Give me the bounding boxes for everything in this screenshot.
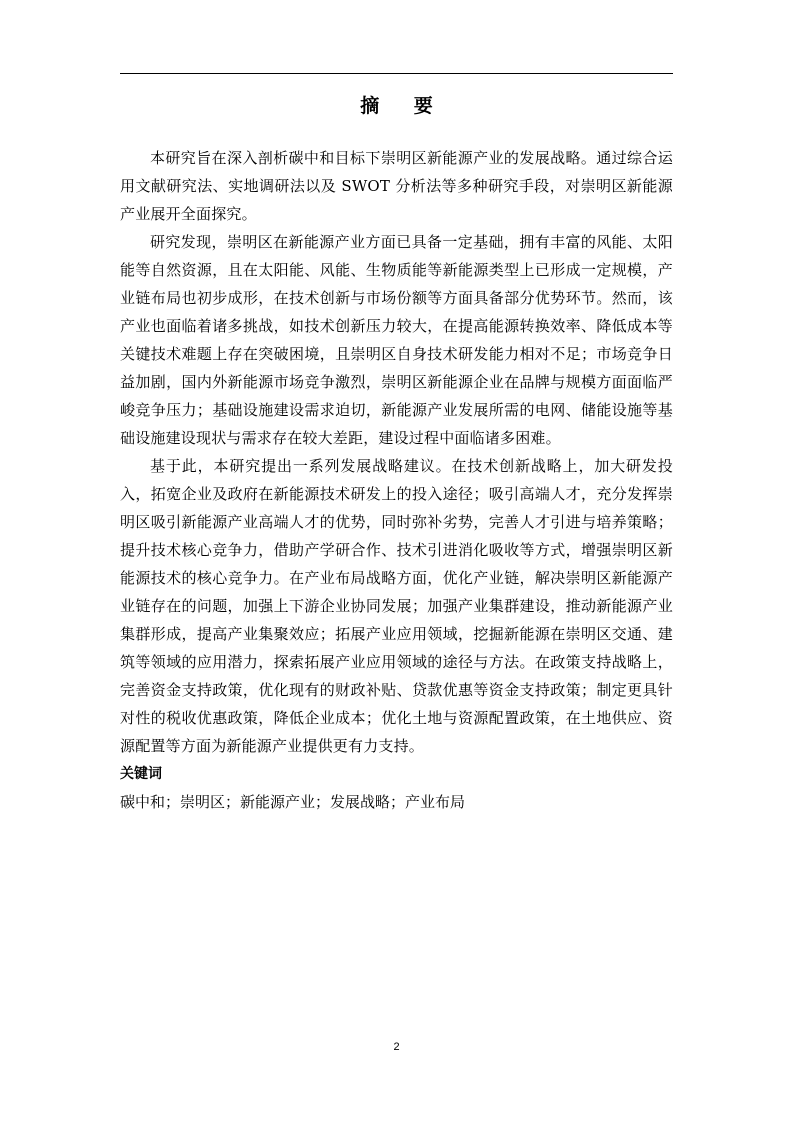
- abstract-paragraph-3: 基于此，本研究提出一系列发展战略建议。在技术创新战略上，加大研发投入，拓宽企业及政府在新能源技术研发上的投入途径；吸引高端人才，充分发挥崇明区吸引新能源产业高端人才的优势，同时弥补劣势，完善人才引进与培养策略；提升技术核心竞争力，借助产学研合作、技术引进消化吸收等方式，增强崇明区新能源技术的核心竞争力。在产业布局战略方面，优化产业链，解决崇明区新能源产业链存在的问题，加强上下游企业协同发展；加强产业集群建设，推动新能源产业集群形成，提高产业集聚效应；拓展产业应用领域，挖掘新能源在崇明区交通、建筑等领域的应用潜力，探索拓展产业应用领域的途径与方法。在政策支持战略上，完善资金支持政策，优化现有的财政补贴、贷款优惠等资金支持政策；制定更具针对性的税收优惠政策，降低企业成本；优化土地与资源配置政策，在土地供应、资源配置等方面为新能源产业提供更有力支持。: [120, 457, 673, 755]
- keywords-heading: 关键词: [120, 766, 162, 782]
- abstract-paragraph-1: 本研究旨在深入剖析碳中和目标下崇明区新能源产业的发展战略。通过综合运用文献研究法、实地调研法以及 SWOT 分析法等多种研究手段，对崇明区新能源产业展开全面探究。: [120, 149, 673, 223]
- page-number: 2: [393, 1041, 400, 1053]
- header-rule: [120, 73, 673, 74]
- abstract-paragraph-2: 研究发现，崇明区在新能源产业方面已具备一定基础，拥有丰富的风能、太阳能等自然资源，且在太阳能、风能、生物质能等新能源类型上已形成一定规模，产业链布局也初步成形，在技术创新与市场份额等方面具备部分优势环节。然而，该产业也面临着诸多挑战，如技术创新压力较大，在提高能源转换效率、降低成本等关键技术难题上存在突破困境，且崇明区自身技术研发能力相对不足；市场竞争日益加剧，国内外新能源市场竞争激烈，崇明区新能源企业在品牌与规模方面面临严峻竞争压力；基础设施建设需求迫切，新能源产业发展所需的电网、储能设施等基础设施建设现状与需求存在较大差距，建设过程中面临诸多困难。: [120, 233, 673, 447]
- keywords-list: 碳中和；崇明区；新能源产业；发展战略；产业布局: [120, 793, 466, 811]
- abstract-title: 摘 要: [360, 95, 447, 117]
- abstract-body: [120, 144, 673, 816]
